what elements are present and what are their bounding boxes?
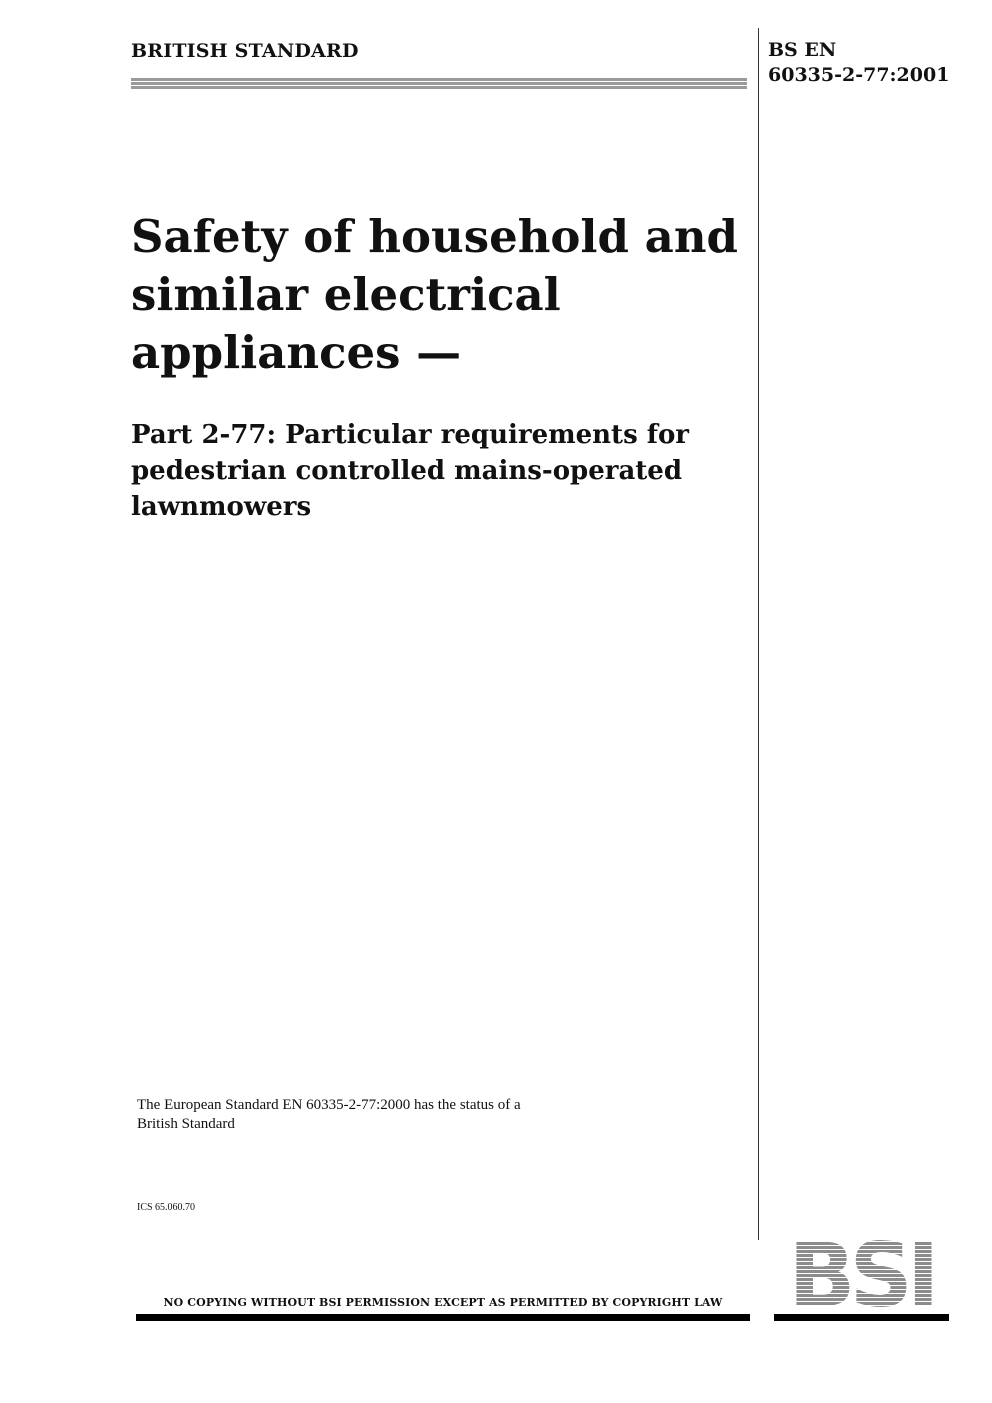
title-line: similar electrical [131,268,561,321]
vertical-divider [758,28,759,1240]
title-line: Safety of household and [131,210,738,263]
standard-type-label: BRITISH STANDARD [131,40,359,62]
subtitle-line: lawnmowers [131,492,312,522]
copyright-notice: NO COPYING WITHOUT BSI PERMISSION EXCEPT AS PERMITTED BY COPYRIGHT LAW [163,1296,723,1309]
document-title [131,208,741,382]
footer-rule [136,1314,750,1321]
svg-text:BSI: BSI [788,1238,934,1310]
standard-number-line2: 60335-2-77:2001 [768,64,950,86]
standard-number [768,38,949,88]
footer-rule-right [774,1314,949,1321]
status-note [137,1096,597,1134]
ics-code: ICS 65.060.70 [137,1202,196,1213]
title-line: appliances — [131,326,462,379]
document-subtitle [131,417,741,525]
bsi-logo [774,1238,949,1310]
header-rule [131,78,747,90]
status-line: The European Standard EN 60335-2-77:2000 has the status of a [137,1097,521,1113]
subtitle-line: Part 2-77: Particular requirements for [131,420,689,450]
subtitle-line: pedestrian controlled mains-operated [131,456,683,486]
status-line: British Standard [137,1116,235,1132]
standard-number-line1: BS EN [768,39,837,61]
